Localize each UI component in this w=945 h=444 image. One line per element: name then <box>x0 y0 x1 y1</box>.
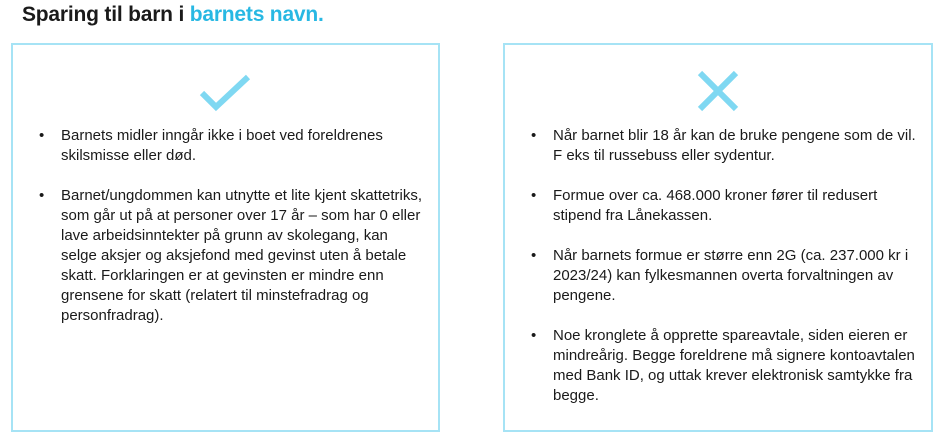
bullet-icon: • <box>531 127 537 144</box>
checkmark-icon <box>196 69 256 119</box>
list-item <box>529 326 919 406</box>
cons-item-text: Formue over ca. 468.000 kroner fører til redusert stipend fra Lånekassen. <box>553 187 878 224</box>
title-lead: Sparing til barn i <box>22 3 190 26</box>
cons-card <box>503 43 933 432</box>
cons-list <box>529 126 919 426</box>
page-title <box>22 3 324 27</box>
list-item <box>37 126 427 166</box>
cons-item-text: Noe kronglete å opprette spareavtale, siden eieren er mindreårig. Begge foreldrene må signere kontoavtalen med Bank ID, og uttak krever elektronisk samtykke fra begge. <box>553 327 915 404</box>
list-item <box>529 246 919 306</box>
list-item <box>529 126 919 166</box>
cons-item-text: Når barnets formue er større enn 2G (ca. 237.000 kr i 2023/24) kan fylkesmannen overta forvaltningen av pengene. <box>553 247 909 304</box>
cross-icon <box>688 69 748 119</box>
cons-item-text: Når barnet blir 18 år kan de bruke pengene som de vil. F eks til russebuss eller sydentur. <box>553 127 916 164</box>
bullet-icon: • <box>531 187 537 204</box>
bullet-icon: • <box>39 127 45 144</box>
list-item <box>37 186 427 326</box>
bullet-icon: • <box>531 327 537 344</box>
pros-item-text: Barnet/ungdommen kan utnytte et lite kjent skattetriks, som går ut på at personer over 17 år – som har 0 eller lave arbeidsinntekter på grunn av skolegang, kan selge aksjer og aksjefond med gevinst uten å betale skatt. Forklaringen er at gevinsten er mindre enn grensene for skatt (relatert til minstefradrag og personfradrag). <box>61 187 423 324</box>
pros-card <box>11 43 440 432</box>
bullet-icon: • <box>39 187 45 204</box>
pros-list <box>37 126 427 346</box>
title-accent: barnets navn. <box>189 3 324 26</box>
list-item <box>529 186 919 226</box>
bullet-icon: • <box>531 247 537 264</box>
pros-item-text: Barnets midler inngår ikke i boet ved foreldrenes skilsmisse eller død. <box>61 127 383 164</box>
